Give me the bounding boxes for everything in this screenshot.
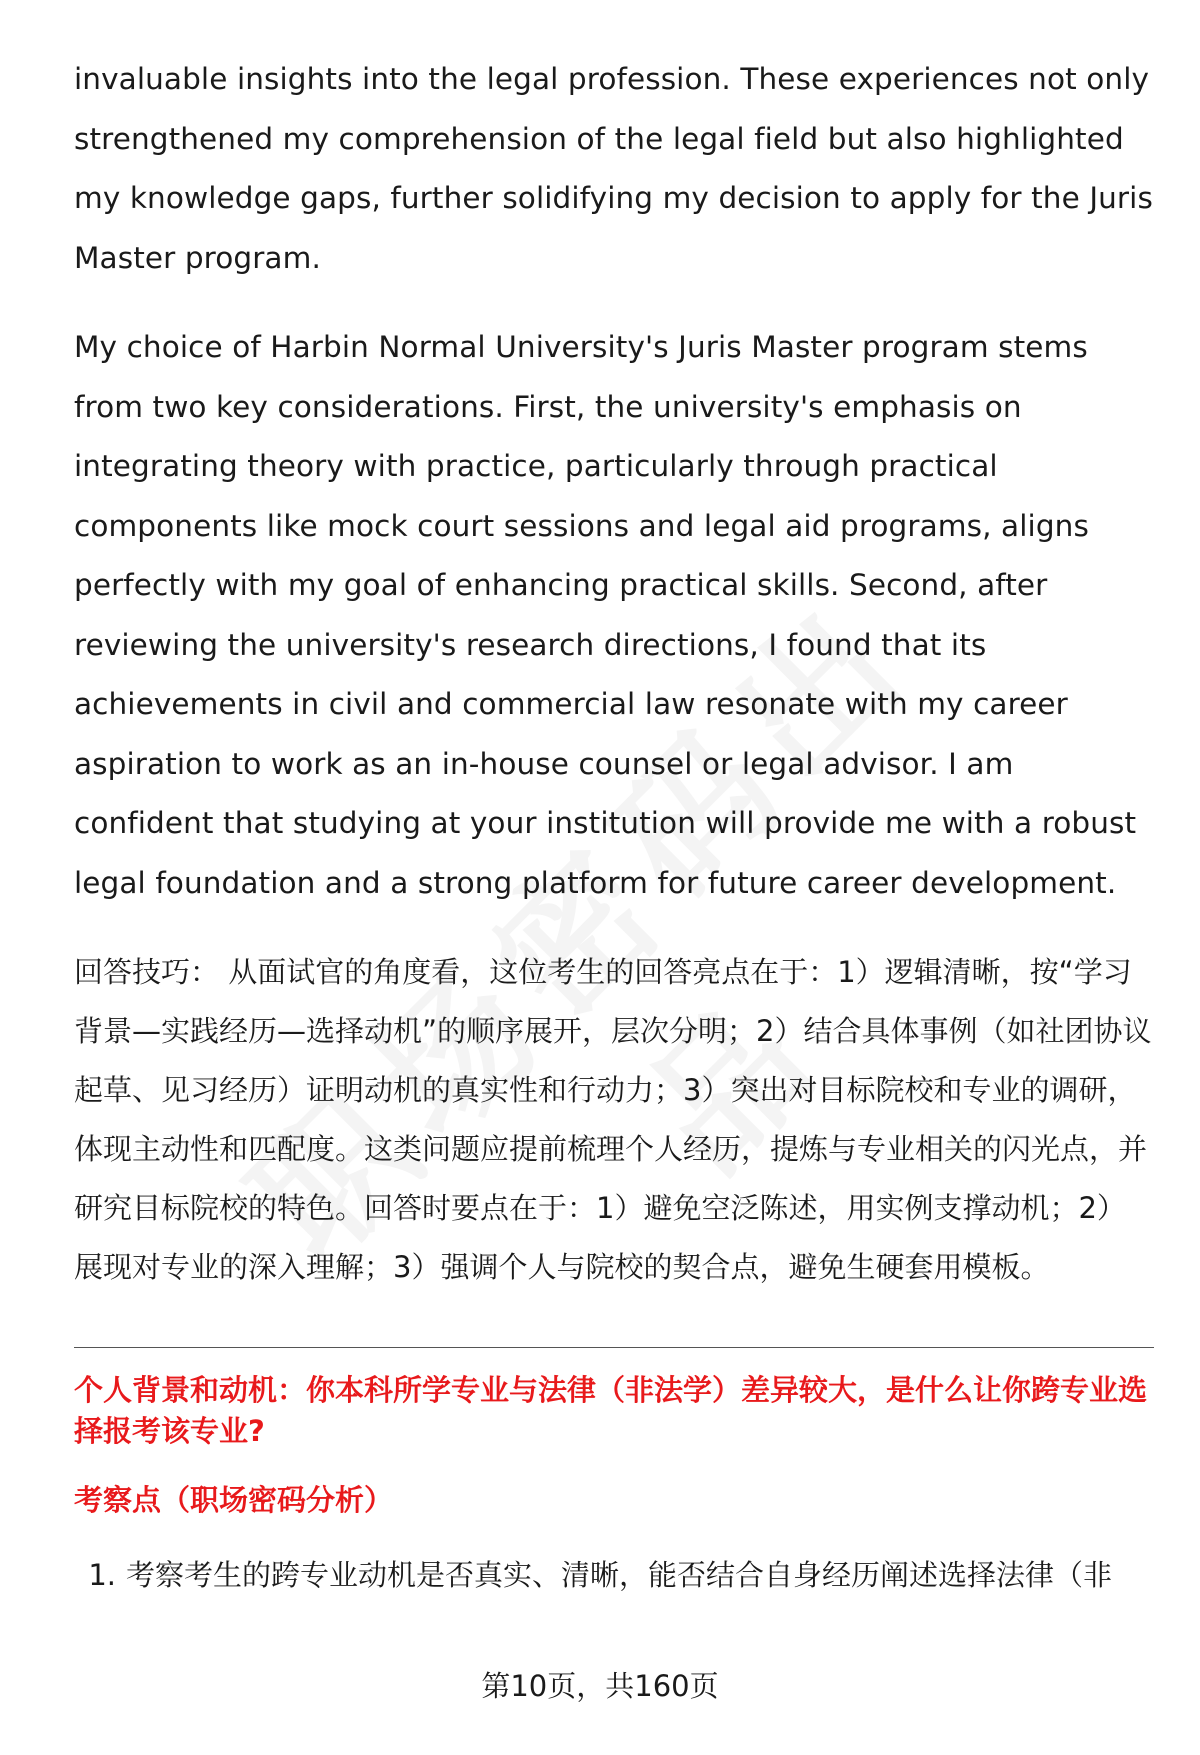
paragraph-en-1: invaluable insights into the legal profession. These experiences not only strengthened my comprehension of the legal field but also highlighted my knowledge gaps, further solidifying my decision to apply for the Juris Master program. bbox=[74, 62, 1153, 275]
section-title: 考察点（职场密码分析） bbox=[74, 1483, 394, 1517]
list-item bbox=[74, 1555, 1154, 1596]
list-item-text: 考察考生的跨专业动机是否真实、清晰，能否结合自身经历阐述选择法律（非 bbox=[126, 1558, 1113, 1592]
paragraph-en-2: My choice of Harbin Normal University's Juris Master program stems from two key considerations. First, the university's emphasis on integrating theory with practice, particularly through practical components like mock court sessions and legal aid programs, aligns perfectly with my goal of enhancing practical skills. Second, after reviewing the university's research directions, I found that its achievements in civil and commercial law resonate with my career aspiration to work as an in-house counsel or legal advisor. I am confident that studying at your institution will provide me with a robust legal foundation and a strong platform for future career development. bbox=[74, 330, 1137, 900]
page-footer: 第10页，共160页 bbox=[481, 1669, 719, 1703]
question-heading: 个人背景和动机：你本科所学专业与法律（非法学）差异较大，是什么让你跨专业选择报考该专业? bbox=[74, 1373, 1148, 1448]
document-page bbox=[74, 50, 1154, 1596]
answer-tips-paragraph: 回答技巧： 从面试官的角度看，这位考生的回答亮点在于：1）逻辑清晰，按“学习背景—实践经历—选择动机”的顺序展开，层次分明；2）结合具体事例（如社团协议起草、见习经历）证明动机的真实性和行动力；3）突出对目标院校和专业的调研，体现主动性和匹配度。这类问题应提前梳理个人经历，提炼与专业相关的闪光点，并研究目标院校的特色。回答时要点在于：1）避免空泛陈述，用实例支撑动机；2）展现对专业的深入理解；3）强调个人与院校的契合点，避免生硬套用模板。 bbox=[74, 955, 1152, 1284]
list-item-number: 1. bbox=[88, 1558, 116, 1592]
section-divider bbox=[74, 1347, 1154, 1348]
